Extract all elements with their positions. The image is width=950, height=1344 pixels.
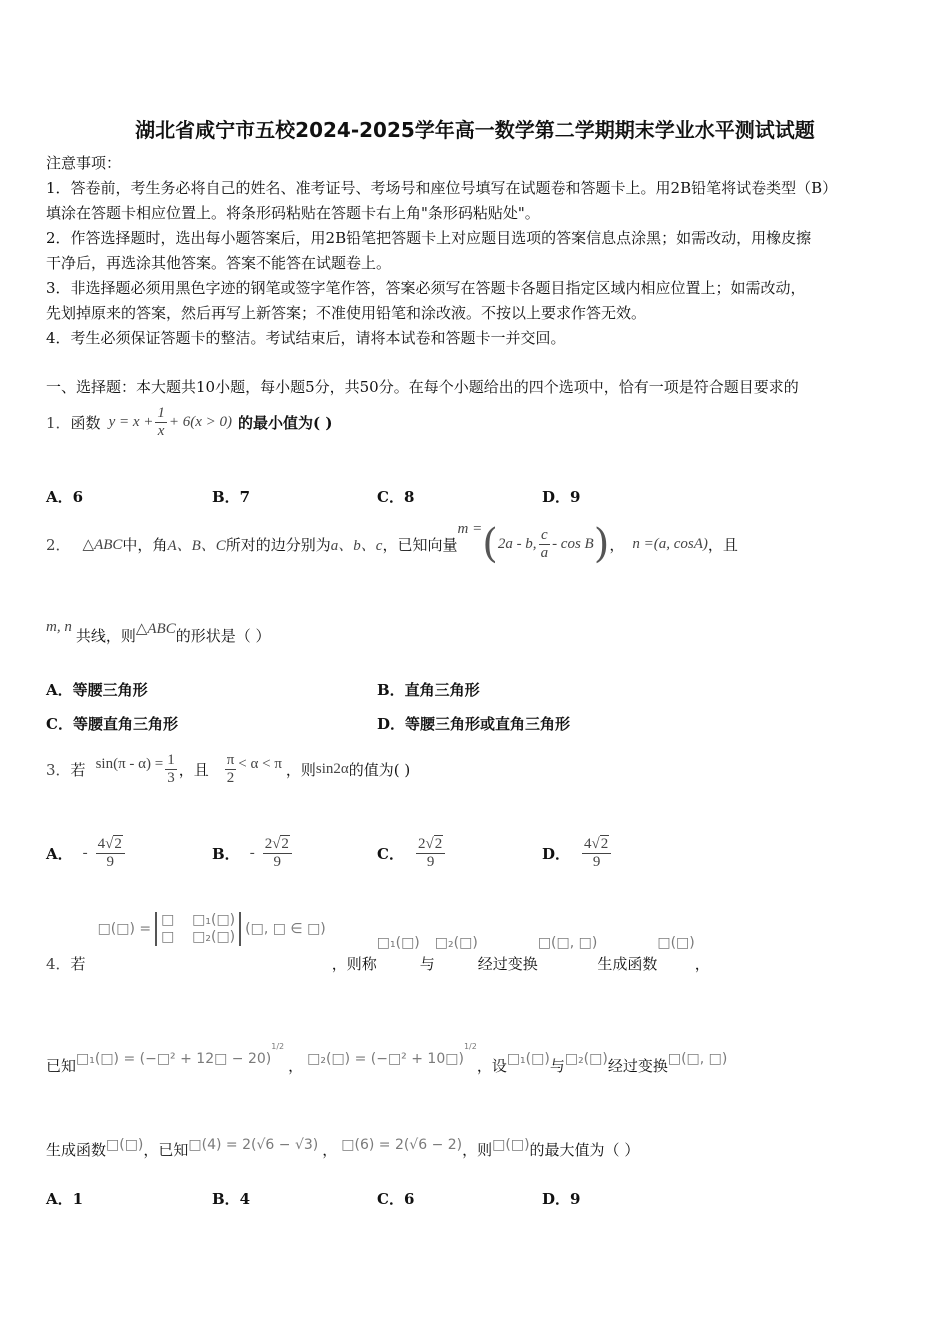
math-expr: □₁(□) = (−□² + 12□ − 20) bbox=[76, 1051, 272, 1067]
option-label: D． bbox=[542, 844, 571, 863]
math-fraction bbox=[582, 836, 611, 871]
definition-formula bbox=[98, 912, 326, 946]
question-1 bbox=[46, 405, 332, 440]
notice-line: 3．非选择题必须用黑色字迹的钢笔或签字笔作答，答案必须写在答题卡各题目指定区域内相应位置上；如需改动， bbox=[46, 279, 806, 297]
denominator: 2 bbox=[226, 769, 235, 786]
question-text: ，且 bbox=[707, 535, 738, 554]
notice-line: 干净后，再选涂其他答案。答案不能答在试题卷上。 bbox=[46, 254, 392, 272]
math-fraction bbox=[155, 405, 167, 440]
question-text: ，已知向量 bbox=[382, 535, 458, 554]
math-fraction bbox=[416, 836, 445, 871]
numerator: 1 bbox=[167, 751, 175, 768]
question-text: 若 bbox=[70, 760, 86, 779]
option-label: A． bbox=[46, 844, 73, 863]
question-text: ，且 bbox=[178, 760, 209, 779]
math-expr: m = bbox=[457, 521, 483, 537]
question-text: 函数 bbox=[70, 414, 101, 432]
math-expr: + 6(x > 0) bbox=[168, 414, 233, 430]
math-fraction bbox=[96, 836, 125, 871]
math-expr: □(□) bbox=[657, 935, 695, 951]
radicand: 2 bbox=[114, 835, 122, 852]
numerator: 1 bbox=[157, 405, 165, 421]
denominator: 3 bbox=[167, 769, 175, 786]
question-text: ， bbox=[322, 1141, 338, 1159]
question-text: ， bbox=[288, 1057, 304, 1075]
question-4-line2 bbox=[46, 1042, 727, 1076]
question-text: ， bbox=[609, 535, 625, 554]
option-c[interactable]: C．8 bbox=[377, 488, 415, 506]
question-number: 4． bbox=[46, 955, 71, 973]
question-text: 的最大值为（ ） bbox=[529, 1141, 640, 1159]
math-expr: △ABC bbox=[135, 621, 176, 637]
denominator: x bbox=[157, 423, 165, 439]
question-text: ，则 bbox=[285, 760, 316, 779]
question-text: ，则称 bbox=[331, 955, 377, 973]
math-expr: sin(π - α) = bbox=[95, 756, 164, 772]
option-a[interactable]: A．等腰三角形 bbox=[46, 681, 148, 699]
option-a[interactable] bbox=[46, 828, 127, 878]
math-expr: □₂(□) bbox=[434, 935, 478, 951]
math-expr: □(□, □) bbox=[537, 935, 598, 951]
question-number: 1． bbox=[46, 414, 71, 432]
option-b[interactable]: B．7 bbox=[212, 488, 251, 506]
denominator: 9 bbox=[426, 853, 435, 870]
notice-line: 填涂在答题卡相应位置上。将条形码粘贴在答题卡右上角"条形码粘贴处"。 bbox=[46, 204, 540, 222]
math-expr: □(□, □) bbox=[667, 1051, 728, 1067]
question-text: 的最小值为( ) bbox=[238, 414, 333, 432]
math-expr: A、B、C bbox=[167, 537, 226, 554]
page-title: 湖北省咸宁市五校2024-2025学年高一数学第二学期期末学业水平测试试题 bbox=[135, 118, 815, 142]
option-d[interactable] bbox=[542, 828, 613, 878]
math-fraction bbox=[263, 836, 292, 871]
option-label: B． bbox=[212, 844, 240, 863]
coefficient: 2 bbox=[264, 835, 273, 852]
math-expr: n =(a, cosA) bbox=[632, 535, 708, 552]
math-expr: y = x + bbox=[108, 414, 154, 430]
denominator: a bbox=[540, 544, 549, 561]
question-text: 共线，则 bbox=[75, 627, 136, 645]
numerator: 4√2 bbox=[582, 836, 611, 854]
math-sign: - bbox=[249, 844, 255, 861]
question-2 bbox=[46, 521, 738, 567]
question-text: 与 bbox=[549, 1057, 565, 1075]
coefficient: 4 bbox=[584, 835, 592, 852]
option-d[interactable]: D．等腰三角形或直角三角形 bbox=[377, 715, 571, 733]
math-expr: □₂(□) = (−□² + 10□) bbox=[307, 1051, 464, 1067]
math-expr: □(4) = 2(√6 − √3) bbox=[188, 1137, 319, 1153]
question-number: 3． bbox=[46, 760, 71, 779]
numerator: c bbox=[540, 526, 548, 543]
math-fraction bbox=[165, 752, 177, 787]
question-text: ，设 bbox=[476, 1057, 507, 1075]
numerator: π bbox=[226, 751, 235, 768]
math-expr: □₁(□) bbox=[506, 1051, 550, 1067]
option-b[interactable] bbox=[212, 828, 294, 878]
notice-line: 4．考生必须保证答题卡的整洁。考试结束后，请将本试卷和答题卡一并交回。 bbox=[46, 329, 566, 347]
math-fraction bbox=[225, 752, 237, 787]
denominator: 9 bbox=[273, 853, 282, 870]
question-text: ， bbox=[694, 955, 710, 973]
question-text: 经过变换 bbox=[607, 1057, 668, 1075]
question-text: 生成函数 bbox=[46, 1141, 107, 1159]
option-b[interactable]: B．4 bbox=[212, 1190, 251, 1208]
determinant-row: □ □₂(□) bbox=[161, 929, 236, 945]
determinant bbox=[155, 912, 241, 946]
math-expr: □(□) bbox=[106, 1137, 144, 1153]
question-text: ，已知 bbox=[143, 1141, 189, 1159]
question-text: 所对的边分别为 bbox=[225, 535, 331, 554]
math-expr: □₂(□) bbox=[564, 1051, 608, 1067]
math-expr: - cos B bbox=[552, 535, 594, 552]
question-text: 已知 bbox=[46, 1057, 77, 1075]
vector-paren-open: ( bbox=[482, 521, 498, 567]
math-expr: sin2α bbox=[315, 760, 349, 777]
math-fraction bbox=[539, 527, 551, 562]
radicand: 2 bbox=[434, 835, 443, 852]
question-text: 生成函数 bbox=[597, 955, 658, 973]
question-text: 中，角 bbox=[122, 535, 168, 554]
coefficient: 4 bbox=[97, 835, 106, 852]
option-c[interactable]: C．6 bbox=[377, 1190, 415, 1208]
question-3 bbox=[46, 746, 410, 792]
option-c[interactable] bbox=[377, 828, 447, 878]
question-text: 若 bbox=[70, 955, 86, 973]
radicand: 2 bbox=[281, 835, 289, 852]
math-expr: a、b、c bbox=[330, 537, 383, 554]
math-expr: □(6) = 2(√6 − 2) bbox=[341, 1137, 463, 1153]
numerator: 2√2 bbox=[263, 836, 292, 854]
numerator: 2√2 bbox=[416, 836, 445, 854]
math-expr: □(□) = bbox=[97, 921, 152, 937]
coefficient: 2 bbox=[417, 835, 426, 852]
option-label: C． bbox=[377, 844, 404, 863]
question-text: 的形状是（ ） bbox=[175, 627, 271, 645]
option-c[interactable]: C．等腰直角三角形 bbox=[46, 715, 178, 733]
question-2-cont bbox=[46, 619, 271, 646]
determinant-row: □ □₁(□) bbox=[161, 912, 236, 928]
notice-line: 2．作答选择题时，选出每小题答案后，用2B铅笔把答题卡上对应题目选项的答案信息点涂黑；如需改动，用橡皮擦 bbox=[46, 229, 812, 247]
option-a[interactable]: A．1 bbox=[46, 1190, 84, 1208]
option-b[interactable]: B．直角三角形 bbox=[377, 681, 480, 699]
option-d[interactable]: D．9 bbox=[542, 1190, 581, 1208]
notice-heading: 注意事项： bbox=[46, 154, 122, 172]
math-exponent: 1/2 bbox=[463, 1042, 477, 1051]
notice-line: 1．答卷前，考生务必将自己的姓名、准考证号、考场号和座位号填写在试题卷和答题卡上。用2B铅笔将试卷类型（B） bbox=[46, 179, 838, 197]
math-exponent: 1/2 bbox=[271, 1042, 285, 1051]
question-text: ，则 bbox=[462, 1141, 493, 1159]
math-expr: m, n bbox=[46, 619, 72, 635]
question-4 bbox=[46, 912, 710, 974]
denominator: 9 bbox=[592, 853, 601, 870]
option-a[interactable]: A．6 bbox=[46, 488, 84, 506]
math-expr: □₁(□) bbox=[376, 935, 420, 951]
option-d[interactable]: D．9 bbox=[542, 488, 581, 506]
math-expr: 2a - b, bbox=[497, 535, 537, 552]
denominator: 9 bbox=[106, 853, 114, 870]
notice-line: 先划掉原来的答案，然后再写上新答案；不准使用铅笔和涂改液。不按以上要求作答无效。 bbox=[46, 304, 647, 322]
question-text: 与 bbox=[419, 955, 435, 973]
vector-paren-close: ) bbox=[593, 521, 610, 567]
section-heading: 一、选择题：本大题共10小题，每小题5分，共50分。在每个小题给出的四个选项中，恰有一项是符合题目要求的 bbox=[46, 378, 799, 396]
radicand: 2 bbox=[600, 835, 609, 852]
math-expr: △ABC bbox=[82, 536, 123, 553]
question-number: 2． bbox=[46, 535, 71, 554]
question-text: 经过变换 bbox=[477, 955, 538, 973]
math-expr: (□, □ ∈ □) bbox=[245, 921, 326, 937]
math-sign: - bbox=[82, 844, 88, 861]
question-text: 的值为( ) bbox=[348, 760, 411, 779]
numerator: 4√2 bbox=[96, 836, 125, 854]
math-expr: □(□) bbox=[492, 1137, 530, 1153]
question-4-line3 bbox=[46, 1130, 639, 1160]
math-expr: < α < π bbox=[238, 756, 282, 772]
